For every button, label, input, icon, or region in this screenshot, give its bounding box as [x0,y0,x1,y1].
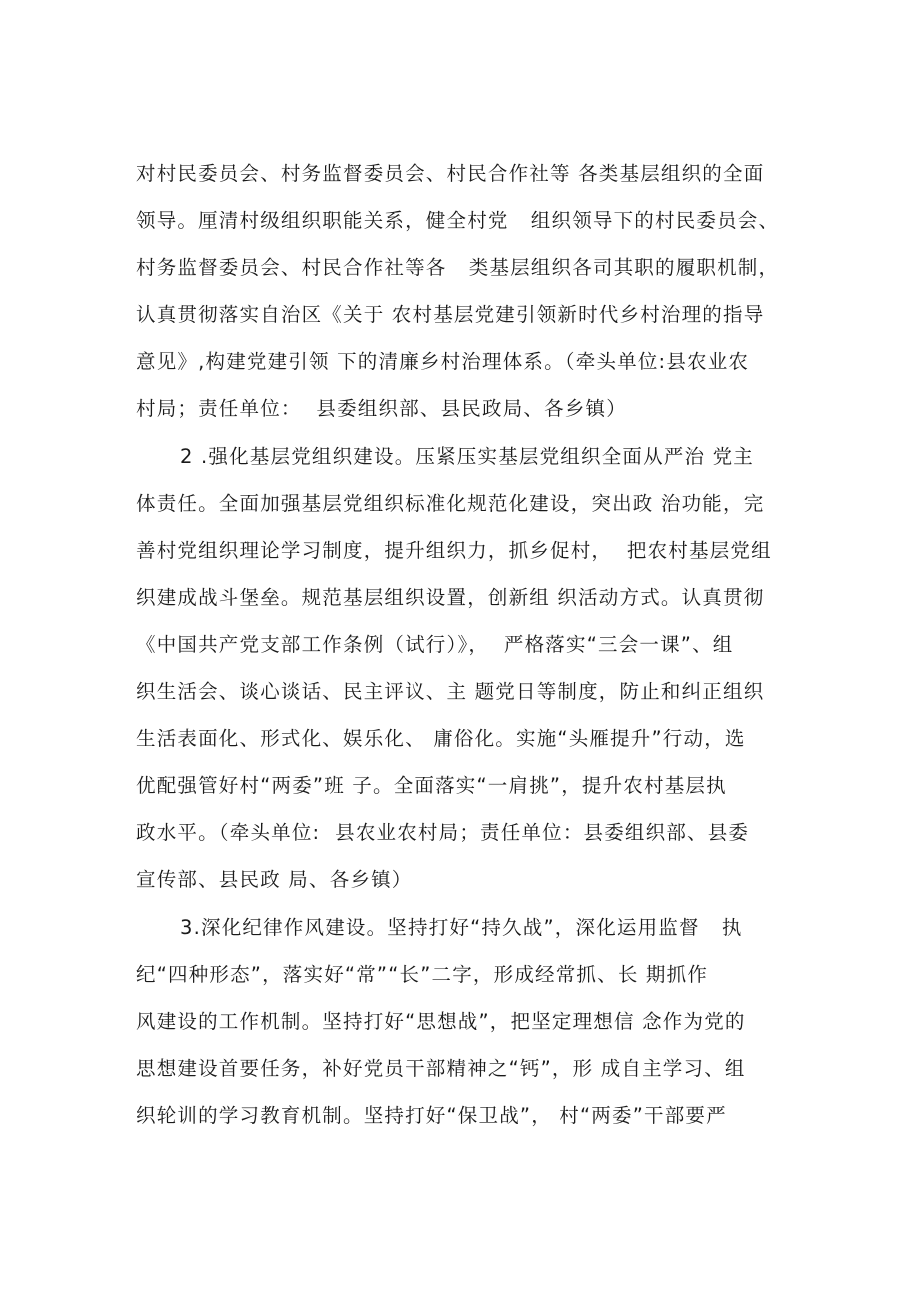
body-text-line: 对村民委员会、村务监督委员会、村民合作社等 各类基层组织的全面 [136,162,765,185]
body-text-line: 风建设的工作机制。坚持打好“思想战”，把坚定理想信 念作为党的 [136,1010,746,1033]
body-text-line: 村局；责任单位： 县委组织部、县民政局、各乡镇） [136,397,627,420]
body-text-line: 认真贯彻落实自治区《关于 农村基层党建引领新时代乡村治理的指导 [136,303,765,326]
body-text-line: 生活表面化、形式化、娱乐化、 庸俗化。实施“头雁提升”行动，选 [136,727,746,750]
body-text-line: 《中国共产党支部工作条例（试行）》， 严格落实“三会一课”、组 [136,633,734,656]
body-text-line: 优配强管好村“两委”班 子。全面落实“一肩挑”，提升农村基层执 [136,774,727,797]
body-text-line: 体责任。全面加强基层党组织标准化规范化建设，突出政 治功能，完 [136,492,765,515]
section-3-first-line: 3.深化纪律作风建设。坚持打好“持久战”，深化运用监督 执 [180,916,743,939]
body-text-line: 善村党组织理论学习制度，提升组织力，抓乡促村， 把农村基层党组 [136,539,772,562]
body-text-line: 意见》,构建党建引领 下的清廉乡村治理体系。（牵头单位:县农业农 [136,350,750,373]
body-text-line: 思想建设首要任务，补好党员干部精神之“钙”，形 成自主学习、组 [136,1057,746,1080]
section-2-first-line: 2 .强化基层党组织建设。压紧压实基层党组织全面从严治 党主 [180,445,755,468]
body-text-line: 织轮训的学习教育机制。坚持打好“保卫战”， 村“两委”干部要严 [136,1104,727,1127]
body-text-line: 领导。厘清村级组织职能关系，健全村党 组织领导下的村民委员会、 [136,209,780,232]
body-text-line: 织建成战斗堡垒。规范基层组织设置，创新组 织活动方式。认真贯彻 [136,586,765,609]
body-text-line: 村务监督委员会、村民合作社等各 类基层组织各司其职的履职机制， [136,256,780,279]
body-text-line: 织生活会、谈心谈话、民主评议、主 题党日等制度，防止和纠正组织 [136,680,765,703]
body-text-line: 政水平。（牵头单位: 县农业农村局；责任单位：县委组织部、县委 [136,821,750,844]
body-text-line: 纪“四种形态”，落实好“常”“长”二字，形成经常抓、长 期抓作 [136,963,709,986]
body-text-line: 宣传部、县民政 局、各乡镇） [136,868,413,891]
